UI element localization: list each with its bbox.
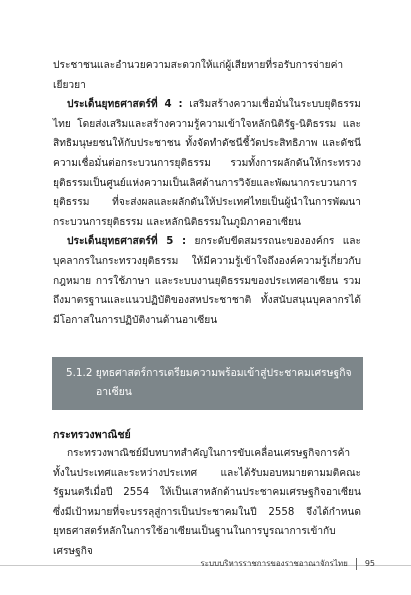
strategy-4-text: เสริมสร้างความเชื่อมั่นในระบบยุติธรรมไทย โดยส่งเสริมและสร้างความรู้ความเข้าใจหลักนิติรัฐ-นิติธรรม และสิทธิมนุษยชนให้กับประชาชน ทั้งจัดทำดัชนีชี้วัดประสิทธิภาพ และดัชนีความเชื่อมั่นต่อกระบวนการยุติธรรม รวมทั้งการผลักดันให้กระทรวงยุติธรรมเป็นศูนย์แห่งความเป็นเลิศด้านการวิจัยและพัฒนากระบวนการยุติธรรม ที่จะส่งผลและผลักดันให้ประเทศไทยเป็นผู้นำในการพัฒนากระบวนการยุติธรรม และหลักนิติธรรมในภูมิภาคอาเซียน [53, 99, 361, 228]
paragraph-strategy-5 [53, 232, 361, 330]
body-top [53, 56, 361, 330]
section-heading-line-2: อาเซียน [96, 386, 132, 398]
page-footer [200, 557, 375, 570]
section-heading-line-1: 5.1.2 ยุทธศาสตร์การเตรียมความพร้อมเข้าสู่ประชาคมเศรษฐกิจ [66, 367, 352, 379]
paragraph-continuation: ประชาชนและอำนวยความสะดวกให้แก่ผู้เสียหายที่รอรับการจ่ายค่าเยียวยา [53, 60, 344, 91]
footer-separator [356, 558, 357, 570]
strategy-4-label: ประเด็นยุทธศาสตร์ที่ 4 : [67, 99, 183, 111]
paragraph-commerce: กระทรวงพาณิชย์มีบทบาทสำคัญในการขับเคลื่อนเศรษฐกิจการค้าทั้งในประเทศและระหว่างประเทศ และได้รับมอบหมายตามมติคณะรัฐมนตรีเมื่อปี 2554 ให้เป็นเสาหลักด้านประชาคมเศรษฐกิจอาเซียน ซึ่งมีเป้าหมายที่จะบรรลุสู่การเป็นประชาคมในปี 2558 จึงได้กำหนดยุทธศาสตร์หลักในการใช้อาเซียนเป็นฐานในการบูรณาการเข้ากับเศรษฐกิจ [53, 448, 361, 557]
page-number: 95 [364, 559, 375, 568]
strategy-5-text: ยกระดับขีดสมรรถนะขององค์กร และบุคลากรในกระทรวงยุติธรรม ให้มีความรู้เข้าใจถึงองค์ความรู้เกี่ยวกับกฎหมาย การใช้ภาษา และระบบงานยุติธรรมของประเทศอาเซียน รวมถึงมาตรฐานและแนวปฏิบัติของสหประชาชาติ ทั้งสนับสนุนบุคลากรได้มีโอกาสในการปฏิบัติงานด้านอาเซียน [53, 236, 361, 326]
section-heading-banner [52, 357, 363, 410]
strategy-5-label: ประเด็นยุทธศาสตร์ที่ 5 : [67, 236, 187, 248]
footer-book-title: ระบบบริหารราชการของราชอาณาจักรไทย [200, 559, 348, 568]
body-bottom [53, 444, 361, 562]
paragraph-strategy-4 [53, 95, 361, 232]
subheading-ministry-of-commerce: กระทรวงพาณิชย์ [53, 429, 131, 441]
